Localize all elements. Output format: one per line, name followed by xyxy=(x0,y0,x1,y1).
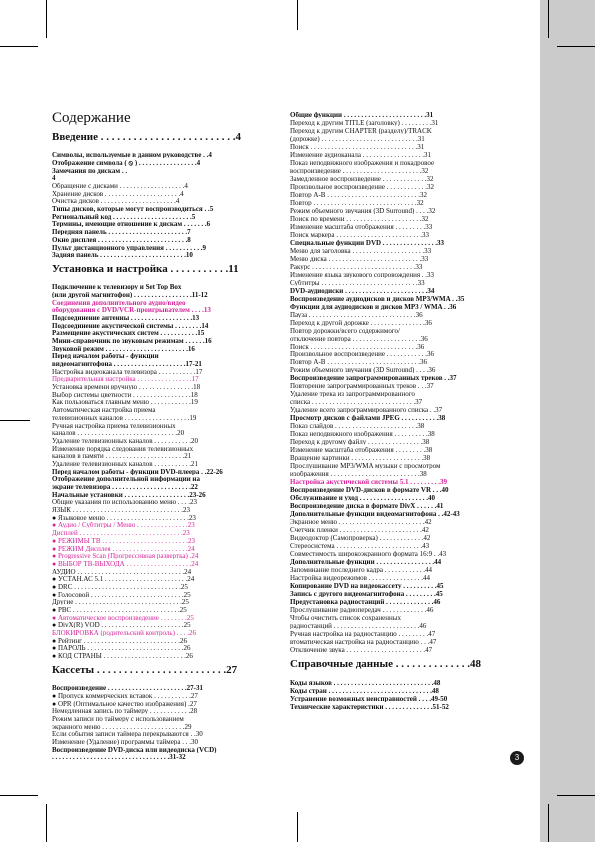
toc-entry: Субтитры . . . . . . . . . . . . . . . . . . . . . . . . . . . .33 xyxy=(290,279,425,286)
toc-entry: Типы дисков, которые могут воспроизводиться . .5 xyxy=(52,206,214,213)
toc-entry: Дополнительные функции видеомагнитофона . .42-43 xyxy=(290,511,460,518)
crop-mark xyxy=(0,420,30,421)
toc-entry: Поиск маркера . . . . . . . . . . . . . . . . . . . . . . . . .33 xyxy=(290,231,429,238)
toc-entry: БЛОКИРОВКА (родительский контроль) . . . .26 xyxy=(52,630,196,637)
toc-entry: Дополнительные функции . . . . . . . . . . . . . . . . .44 xyxy=(290,559,442,566)
toc-entry: Переход к другой дорожке . . . . . . . . . . . . . . . .36 xyxy=(290,319,432,326)
toc-entry: Символы, используемые в данном руководстве . .4 xyxy=(52,152,212,159)
toc-entry: Коды языков . . . . . . . . . . . . . . . . . . . . . . . . . . . . .48 xyxy=(290,680,441,687)
toc-entry: Мини-справочник по звуковым режимам . . . . . .16 xyxy=(52,337,212,344)
toc-entry: Режим записи по таймеру с использованием xyxy=(52,715,184,722)
toc-entry: Видеодоктор (Самопроверка) . . . . . . . . . . . . .42 xyxy=(290,535,431,542)
toc-entry: Повтор A-B . . . . . . . . . . . . . . . . . . . . . . . . . . .36 xyxy=(290,359,427,366)
toc-entry: Изменение языка звукового сопровождения . .33 xyxy=(290,271,435,278)
toc-entry: Автоматическая настройка приема xyxy=(52,407,156,414)
toc-entry: Размещение акустических систем . . . . . . . . . . .15 xyxy=(52,330,205,337)
toc-entry: Изменение порядка следования телевизионных xyxy=(52,445,194,452)
toc-entry: Перед началом работы - функции xyxy=(52,353,159,360)
toc-entry: радиостанций . . . . . . . . . . . . . . . . . . . . . . . . .46 xyxy=(290,622,427,629)
toc-entry: Настройка видеоканала телевизора . . . . . . . . . . .17 xyxy=(52,368,203,375)
toc-entry: Копирование DVD на видеокассету . . . . . . . . . .45 xyxy=(290,583,444,589)
toc-entry: Прослушивание радиопередач . . . . . . . . . . . . .46 xyxy=(290,606,434,613)
toc-entry: Перед началом работы - функции DVD-плеера . .22-26 xyxy=(52,468,223,475)
toc-entry: Подсоединение акустической системы . . . . . . . .14 xyxy=(52,322,209,329)
toc-entry: экранного меню . . . . . . . . . . . . . . . . . . . . . . . .29 xyxy=(52,723,192,730)
toc-entry: Немедленная запись по таймеру . . . . . . . . . . . .28 xyxy=(52,708,198,715)
toc-entry: 4 xyxy=(52,175,56,182)
toc-entry: (или другой магнитофон) . . . . . . . . . . . . . . . . .11-12 xyxy=(52,291,208,298)
toc-entry: Отключение звука . . . . . . . . . . . . . . . . . . . . . . .47 xyxy=(290,646,433,653)
toc-entry: Режим объемного звучания (3D Surround) . . . .36 xyxy=(290,367,436,374)
toc-entry: ● КОД СТРАНЫ . . . . . . . . . . . . . . . . . . . . . . . .26 xyxy=(52,653,193,660)
toc-entry: Переход к другому файлу . . . . . . . . . . . . . . . .38 xyxy=(290,439,430,446)
toc-entry: Воспроизведение запрограммированных треков . .37 xyxy=(290,375,457,382)
toc-entry: Задняя панель . . . . . . . . . . . . . . . . . . . . . . . . .10 xyxy=(52,252,193,259)
toc-entry: Запись с другого видеомагнитофона . . . . . . . . .45 xyxy=(290,590,443,597)
toc-section-heading: Установка и настройка . . . . . . . . . . .11 xyxy=(52,262,239,275)
toc-entry: Воспроизведение . . . . . . . . . . . . . . . . . . . . . . .27-31 xyxy=(52,685,203,692)
toc-entry: Замедленное воспроизведение . . . . . . . . . . . . .32 xyxy=(290,175,434,182)
toc-entry: Удаление трека из запрограммированного xyxy=(290,391,415,398)
toc-entry: ● DivX(R) VOD . . . . . . . . . . . . . . . . . . . . . . . .25 xyxy=(52,622,191,629)
toc-entry: Специальные функции DVD . . . . . . . . . . . . . . . .33 xyxy=(290,239,445,246)
page-title: Содержание xyxy=(52,110,131,126)
toc-entry: Чтобы очистить список сохраненных xyxy=(290,614,401,621)
toc-entry: Как пользоваться главным меню . . . . . . . . . . . .19 xyxy=(52,399,198,406)
toc-entry: Воспроизведение DVD-дисков в формате VR . . .40 xyxy=(290,487,449,494)
toc-entry: Пульт дистанционного управления . . . . . . . . . . .9 xyxy=(52,244,206,251)
toc-entry: ● DRC . . . . . . . . . . . . . . . . . . . . . . . . . . . . . . .25 xyxy=(52,583,188,590)
toc-entry: Ручная настройка приема телевизионных xyxy=(52,422,176,429)
toc-entry: Воспроизведение аудиодисков и дисков MP3/WMA . .35 xyxy=(290,295,465,302)
toc-entry: ● РЕЖИМ Дисплея . . . . . . . . . . . . . . . . . . . . . .24 xyxy=(52,545,195,552)
toc-entry: экране телевизора . . . . . . . . . . . . . . . . . . . . . . .22 xyxy=(52,484,198,491)
toc-entry: Установка времени вручную . . . . . . . . . . . . . . . .18 xyxy=(52,384,201,391)
crop-mark xyxy=(557,795,595,796)
toc-entry: ● Пропуск коммерческих вставок . . . . . . . . . . .27 xyxy=(52,692,198,699)
toc-entry: Просмотр дисков с файлами JPEG . . . . . . . . . . .38 xyxy=(290,415,446,422)
crop-mark xyxy=(46,804,47,842)
toc-entry: списка . . . . . . . . . . . . . . . . . . . . . . . . . . . . . .37 xyxy=(290,399,423,406)
toc-entry: Изменение масштаба отображения . . . . . . . . .38 xyxy=(290,447,433,454)
toc-entry: Региональный код . . . . . . . . . . . . . . . . . . . . . . .5 xyxy=(52,213,196,220)
toc-entry: Показ неподвижного изображения и покадровое xyxy=(290,159,435,166)
toc-entry: Настройка акустической системы 5.1 . . . . . . . . .39 xyxy=(290,479,447,486)
toc-entry: Изменение (Удаление) программы таймера . . .30 xyxy=(52,738,198,745)
toc-entry: воспроизведение . . . . . . . . . . . . . . . . . . . . . . .32 xyxy=(290,167,429,174)
toc-entry: ● Голосовой . . . . . . . . . . . . . . . . . . . . . . . . . . .25 xyxy=(52,591,191,598)
toc-entry: Если события записи таймера перекрываются . .30 xyxy=(52,731,203,738)
toc-entry: Переход к другим CHAPTER (разделу)/TRACK xyxy=(290,127,432,134)
toc-entry: ● УСТАН.АС 5.1 . . . . . . . . . . . . . . . . . . . . . . . .24 xyxy=(52,576,195,583)
toc-entry: ● Рейтинг . . . . . . . . . . . . . . . . . . . . . . . . . . . .26 xyxy=(52,637,188,644)
toc-entry: ● РЕЖИМЫ ТВ . . . . . . . . . . . . . . . . . . . . . . . . .23 xyxy=(52,537,195,544)
toc-section-heading: Справочные данные . . . . . . . . . . . . . .48 xyxy=(290,657,481,670)
toc-entry: Отображение дополнительной информации на xyxy=(52,476,200,483)
toc-entry: Воспроизведение DVD-диска или видеодиска (VCD) xyxy=(52,746,217,753)
toc-entry: ● ПАРОЛЬ . . . . . . . . . . . . . . . . . . . . . . . . . . . .26 xyxy=(52,645,191,652)
toc-entry: Поиск . . . . . . . . . . . . . . . . . . . . . . . . . . . . . . .36 xyxy=(290,343,425,350)
toc-entry: ● OPR (Оптимальное качество изображения) .27 xyxy=(52,700,197,707)
toc-entry: ● Progressive Scan (Прогрессивная развертка) .24 xyxy=(52,553,199,560)
page-side-bar xyxy=(540,0,595,842)
toc-entry: изображения . . . . . . . . . . . . . . . . . . . . . . . . . .38 xyxy=(290,471,427,478)
toc-entry: АУДИО . . . . . . . . . . . . . . . . . . . . . . . . . . . . . . .24 xyxy=(52,568,192,575)
toc-entry: ● ВЫБОР ТВ-ВЫХОДА . . . . . . . . . . . . . . . . . . .24 xyxy=(52,560,199,567)
toc-section-heading: Введение . . . . . . . . . . . . . . . . . . . . . . . . .4 xyxy=(52,131,242,143)
toc-entry: Повтор A-B . . . . . . . . . . . . . . . . . . . . . . . . . . .32 xyxy=(290,191,427,198)
page-number-badge: 3 xyxy=(510,751,524,765)
toc-entry: каналов . . . . . . . . . . . . . . . . . . . . . . . . . . . . .20 xyxy=(52,430,185,437)
toc-entry: Устранение возможных неисправностей . . . .49-50 xyxy=(290,696,448,703)
toc-entry: Общие указания по использованию меню . . . .23 xyxy=(52,499,198,506)
toc-entry: Подключение к телевизору и Set Top Box xyxy=(52,284,182,291)
toc-entry: Воспроизведение диска в формате DivX . . . . . .41 xyxy=(290,503,444,510)
toc-entry: ● Автоматическое воспроизведение . . . . . . . .25 xyxy=(52,614,194,621)
toc-entry: Удаление всего запрограммированного списка . .37 xyxy=(290,407,443,414)
toc-entry: Предварительная настройка . . . . . . . . . . . . . . . .17 xyxy=(52,376,199,383)
toc-section-heading: Кассеты . . . . . . . . . . . . . . . . . . . . . . . .27 xyxy=(52,663,238,676)
toc-entry: Предустановка радиостанций . . . . . . . . . . . . . .46 xyxy=(290,598,441,605)
crop-mark xyxy=(297,812,298,842)
toc-entry: Поиск . . . . . . . . . . . . . . . . . . . . . . . . . . . . . . .31 xyxy=(290,143,425,150)
crop-mark xyxy=(0,46,38,47)
toc-entry: Повтор . . . . . . . . . . . . . . . . . . . . . . . . . . . . . .32 xyxy=(290,199,424,206)
toc-entry: Счетчик пленки . . . . . . . . . . . . . . . . . . . . . . . .42 xyxy=(290,527,429,534)
toc-entry: Меню диска . . . . . . . . . . . . . . . . . . . . . . . . . . .33 xyxy=(290,255,429,262)
toc-entry: Ракурс . . . . . . . . . . . . . . . . . . . . . . . . . . . . . .33 xyxy=(290,263,423,270)
toc-entry: ● PBC . . . . . . . . . . . . . . . . . . . . . . . . . . . . . . .25 xyxy=(52,607,187,614)
toc-entry: телевизионных каналов . . . . . . . . . . . . . . . . . . .19 xyxy=(52,414,197,421)
toc-entry: Технические характеристики . . . . . . . . . . . . . .51-52 xyxy=(290,704,449,711)
toc-entry: . . . . . . . . . . . . . . . . . . . . . . . . . . . . . . . . . .31-32 xyxy=(52,754,186,761)
toc-entry: Запоминание последнего кадра . . . . . . . . . . . .44 xyxy=(290,567,432,574)
toc-entry: Изменение масштаба отображения . . . . . . . . .33 xyxy=(290,223,433,230)
toc-entry: Хранение дисков . . . . . . . . . . . . . . . . . . . . . .4 xyxy=(52,190,184,197)
crop-mark xyxy=(297,0,298,30)
toc-entry: Пауза . . . . . . . . . . . . . . . . . . . . . . . . . . . . . . .36 xyxy=(290,311,423,318)
toc-entry: Удаление телевизионных каналов . . . . . . . . . . .20 xyxy=(52,437,199,444)
toc-entry: Обращение с дисками . . . . . . . . . . . . . . . . . . .4 xyxy=(52,183,188,190)
toc-entry: Окно дисплея . . . . . . . . . . . . . . . . . . . . . . . . . .8 xyxy=(52,236,191,243)
toc-entry: Звуковой режим . . . . . . . . . . . . . . . . . . . . . . . .16 xyxy=(52,345,195,352)
toc-entry: Прослушивание MP3/WMA музыки с просмотром xyxy=(290,463,441,470)
toc-entry: ● Аудио / Субтитры / Меню . . . . . . . . . . . . . . .23 xyxy=(52,522,195,529)
toc-entry: ● Языковое меню . . . . . . . . . . . . . . . . . . . . . . . .23 xyxy=(52,514,196,521)
crop-mark xyxy=(0,795,38,796)
toc-entry: Экранное меню . . . . . . . . . . . . . . . . . . . . . . . . .42 xyxy=(290,519,432,526)
toc-entry: Совместимость широкоэкранного формата 16:9 . .43 xyxy=(290,551,447,558)
toc-entry: Настройка видеорежимов . . . . . . . . . . . . . . . .44 xyxy=(290,575,430,582)
toc-entry: Режим объемного звучания (3D Surround) . . . .32 xyxy=(290,207,436,214)
toc-entry: отключение повтора . . . . . . . . . . . . . . . . . . . .36 xyxy=(290,335,428,342)
toc-entry: Подсоединение антенны . . . . . . . . . . . . . . . . . .13 xyxy=(52,314,200,321)
toc-entry: втоматическая настройка на радиостанцию . . .47 xyxy=(290,638,437,645)
toc-entry: каналов в памяти . . . . . . . . . . . . . . . . . . . . . . .21 xyxy=(52,453,192,460)
toc-entry: оборудования с DVD/VCR-проигрывателем . . . .13 xyxy=(52,307,211,314)
toc-entry: Произвольное воспроизведение . . . . . . . . . . . .32 xyxy=(290,183,434,190)
toc-entry: Удаление телевизионных каналов . . . . . . . . . . .21 xyxy=(52,460,199,467)
toc-entry: DVD-аудиодиски . . . . . . . . . . . . . . . . . . . . . . . .34 xyxy=(290,287,435,294)
crop-mark xyxy=(46,0,47,38)
toc-entry: Соединения дополнительного аудио/видео xyxy=(52,299,186,306)
toc-entry: Ручная настройка на радиостанцию . . . . . . . . .47 xyxy=(290,630,436,637)
toc-entry: Отображение символа ( ⦸ ) . . . . . . . . . . . . . . . . .4 xyxy=(52,159,201,166)
toc-entry: Передняя панель . . . . . . . . . . . . . . . . . . . . . . .7 xyxy=(52,229,191,236)
toc-entry: Обслуживание и уход . . . . . . . . . . . . . . . . . . . .40 xyxy=(290,495,436,502)
toc-entry: Повторение запрограммированных треков . . .37 xyxy=(290,383,434,390)
toc-entry: Показ неподвижного изображения . . . . . . . . . .38 xyxy=(290,431,435,438)
toc-entry: Стереосистема . . . . . . . . . . . . . . . . . . . . . . . . .43 xyxy=(290,543,430,550)
toc-entry: Вращение картинки . . . . . . . . . . . . . . . . . . . . .38 xyxy=(290,455,431,462)
toc-entry: Другие . . . . . . . . . . . . . . . . . . . . . . . . . . . . . . .25 xyxy=(52,599,189,606)
toc-entry: Переход к другим TITLE (заголовку) . . . . . . . . .31 xyxy=(290,119,439,126)
toc-entry: Изменение аудиоканала . . . . . . . . . . . . . . . . . .31 xyxy=(290,151,431,158)
toc-entry: Коды стран . . . . . . . . . . . . . . . . . . . . . . . . . . . . . .48 xyxy=(290,688,439,695)
crop-mark xyxy=(548,0,549,38)
crop-mark xyxy=(548,804,549,842)
toc-entry: Повтор дорожки/всего содержимого/ xyxy=(290,327,400,334)
toc-entry: Начальные установки . . . . . . . . . . . . . . . . . . .23-26 xyxy=(52,491,206,498)
crop-mark xyxy=(557,46,595,47)
toc-entry: Показ слайдов . . . . . . . . . . . . . . . . . . . . . . . .38 xyxy=(290,423,425,430)
toc-entry: (дорожке) . . . . . . . . . . . . . . . . . . . . . . . . . . . .31 xyxy=(290,135,425,142)
toc-entry: видеомагнитофона . . . . . . . . . . . . . . . . . . . . .17-21 xyxy=(52,361,202,368)
toc-entry: Меню для заголовка . . . . . . . . . . . . . . . . . . . . .33 xyxy=(290,247,432,254)
toc-entry: Общие функции . . . . . . . . . . . . . . . . . . . . . . . .31 xyxy=(290,112,434,118)
toc-entry: Поиск по времени . . . . . . . . . . . . . . . . . . . . . .32 xyxy=(290,215,429,222)
toc-entry: Произвольное воспроизведение . . . . . . . . . . . .36 xyxy=(290,351,434,358)
toc-entry: Термины, имеющие отношение к дискам . . . . . . .6 xyxy=(52,221,211,228)
toc-entry: Очистка дисков . . . . . . . . . . . . . . . . . . . . . .4 xyxy=(52,198,180,205)
toc-entry: Выбор системы цветности . . . . . . . . . . . . . . . . .18 xyxy=(52,391,198,398)
toc-entry: Дисплей . . . . . . . . . . . . . . . . . . . . . . . . . . . . . .23 xyxy=(52,530,190,537)
toc-entry: ЯЗЫК . . . . . . . . . . . . . . . . . . . . . . . . . . . . . . . .23 xyxy=(52,507,190,514)
toc-entry: Замечания по дискам . . xyxy=(52,167,128,174)
toc-entry: Функции для аудиодисков и дисков MP3 / WMA . .36 xyxy=(290,303,457,310)
